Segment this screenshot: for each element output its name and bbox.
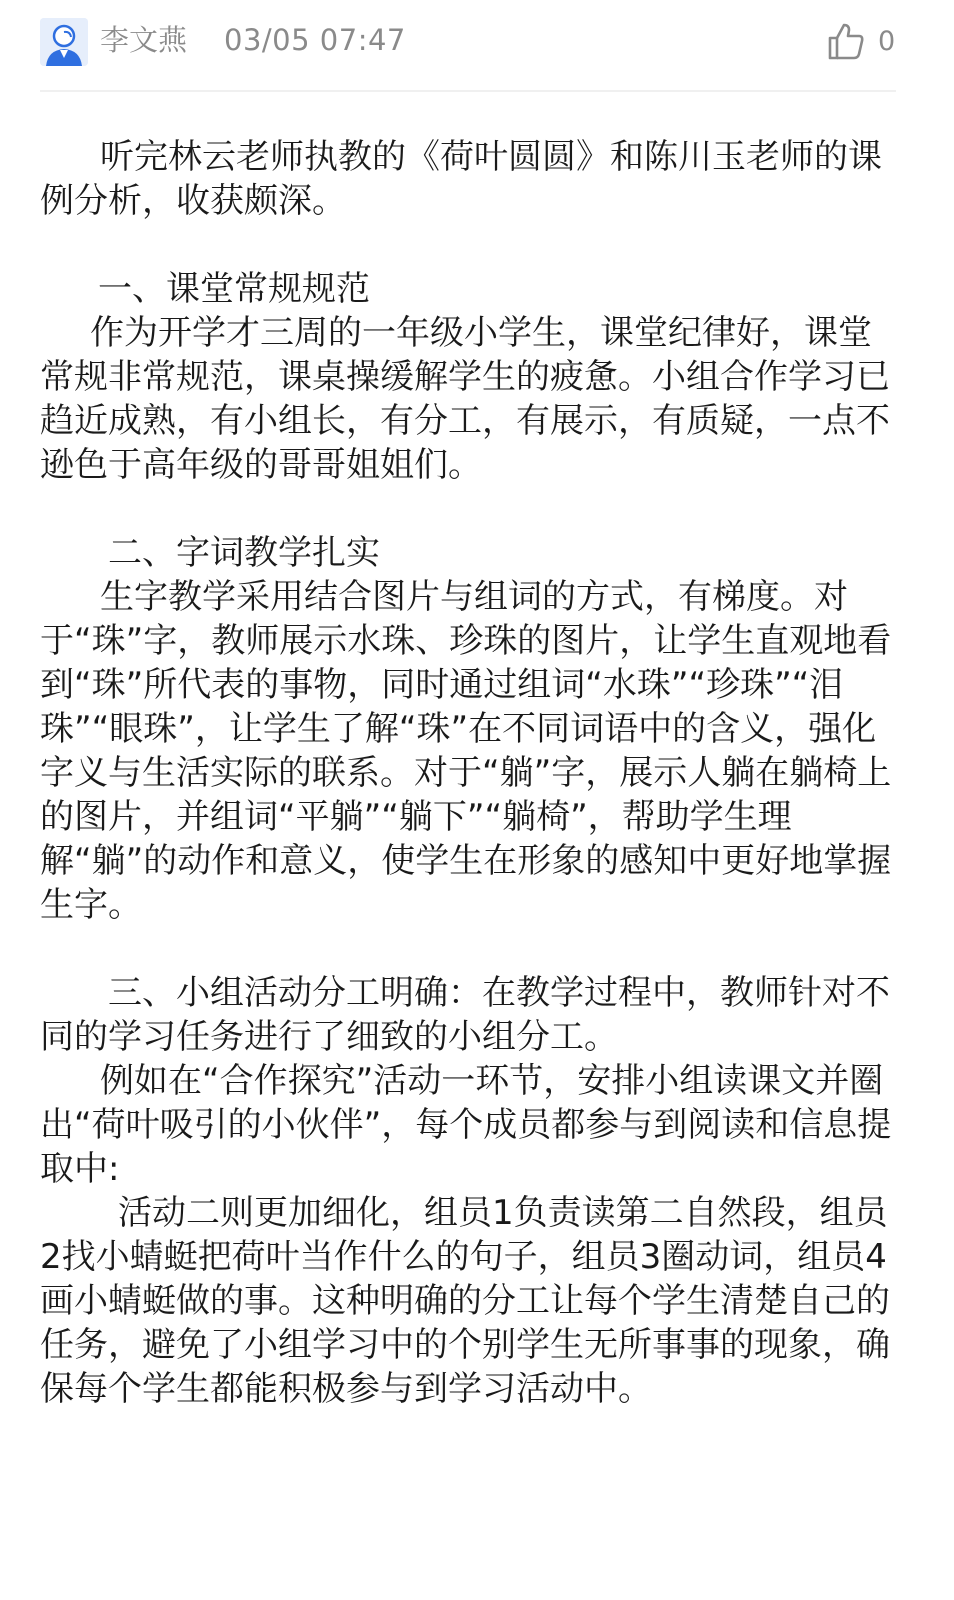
like-button[interactable] (826, 18, 895, 64)
paragraph-gap (40, 927, 898, 971)
thumbs-up-icon (826, 21, 866, 61)
paragraph-gap (40, 223, 898, 267)
like-count: 0 (878, 25, 896, 57)
header-divider (40, 90, 896, 92)
post-content (40, 135, 898, 1411)
section1-body: 作为开学才三周的一年级小学生，课堂纪律好，课堂常规非常规范，课桌操缓解学生的疲惫。小组合作学习已趋近成熟，有小组长，有分工，有展示，有质疑，一点不逊色于高年级的哥哥姐姐们。 (40, 313, 890, 485)
intro-paragraph: 听完林云老师执教的《荷叶圆圆》和陈川玉老师的课例分析，收获颇深。 (40, 137, 882, 221)
section3-paragraph-1: 例如在“合作探究”活动一环节，安排小组读课文并圈出“荷叶吸引的小伙伴”，每个成员都参与到阅读和信息提取中: (40, 1061, 892, 1189)
post-header (0, 0, 954, 90)
section2-body: 生字教学采用结合图片与组词的方式，有梯度。对于“珠”字，教师展示水珠、珍珠的图片，让学生直观地看到“珠”所代表的事物，同时通过组词“水珠”“珍珠”“泪珠”“眼珠”，让学生了解“珠”在不同词语中的含义，强化字义与生活实际的联系。对于“躺”字，展示人躺在躺椅上的图片，并组词“平躺”“躺下”“躺椅”，帮助学生理解“躺”的动作和意义，使学生在形象的感知中更好地掌握生字。 (40, 577, 892, 925)
post-timestamp: 03/05 07:47 (224, 23, 406, 57)
section1-heading: 一、课堂常规规范 (98, 269, 370, 309)
section3-heading: 三、小组活动分工明确：在教学过程中，教师针对不同的学习任务进行了细致的小组分工。 (40, 973, 890, 1057)
paragraph-gap (40, 487, 898, 531)
section3-paragraph-2: 活动二则更加细化，组员1负责读第二自然段，组员2找小蜻蜓把荷叶当作什么的句子，组员3圈动词，组员4画小蜻蜓做的事。这种明确的分工让每个学生清楚自己的任务，避免了小组学习中的个别学生无所事事的现象，确保每个学生都能积极参与到学习活动中。 (40, 1193, 890, 1409)
author-name[interactable]: 李文燕 (100, 23, 188, 57)
section2-heading: 二、字词教学扎实 (108, 533, 380, 573)
user-avatar-icon[interactable] (40, 18, 88, 66)
